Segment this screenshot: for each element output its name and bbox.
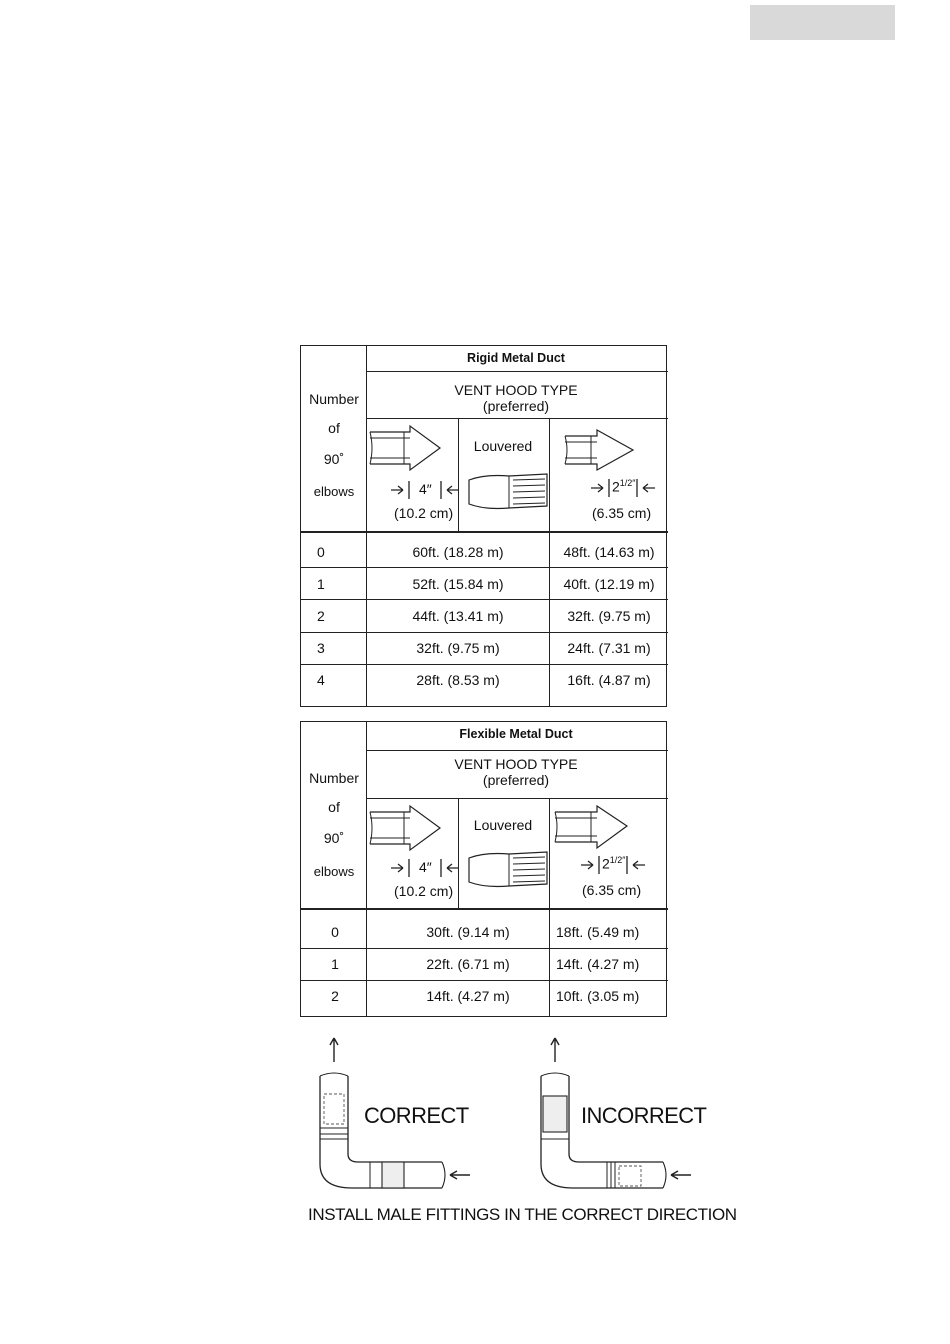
table-cell-2-5in: 14ft. (4.27 m) — [556, 956, 640, 972]
table-cell-2-5in: 48ft. (14.63 m) — [563, 544, 655, 560]
table-cell-4in: 30ft. (9.14 m) — [426, 924, 510, 940]
table-cell-4in: 22ft. (6.71 m) — [426, 956, 510, 972]
header-elbows: elbows — [313, 484, 355, 499]
louvered-label: Louvered — [473, 438, 533, 454]
vent-hood-type-label: VENT HOOD TYPE — [454, 756, 578, 772]
louvered-hood-icon — [465, 848, 549, 892]
header-of: of — [328, 420, 340, 436]
figure-caption: INSTALL MALE FITTINGS IN THE CORRECT DIRECTION — [308, 1205, 737, 1224]
header-elbows: elbows — [313, 864, 355, 879]
table-cell-2-5in: 40ft. (12.19 m) — [563, 576, 655, 592]
flexible-duct-table — [300, 721, 667, 1017]
table-cell-elbows: 2 — [317, 608, 325, 624]
hood-4in-icon — [368, 424, 456, 474]
hood-2-5in-icon — [563, 428, 643, 472]
table-cell-elbows: 0 — [331, 924, 339, 940]
hood-2-5in-size: $2^{1/2''}$ — [612, 478, 636, 495]
hood-4in-metric: (10.2 cm) — [394, 505, 454, 521]
table-cell-2-5in: 32ft. (9.75 m) — [567, 608, 651, 624]
incorrect-label: INCORRECT — [581, 1103, 707, 1128]
hood-2-5in-icon — [553, 804, 637, 850]
table-cell-2-5in: 24ft. (7.31 m) — [567, 640, 651, 656]
hood-2-5in-metric: (6.35 cm) — [582, 882, 642, 898]
header-90: 90˚ — [323, 451, 345, 467]
table-cell-elbows: 1 — [317, 576, 325, 592]
table-cell-2-5in: 10ft. (3.05 m) — [556, 988, 640, 1004]
table-cell-4in: 44ft. (13.41 m) — [412, 608, 504, 624]
table-cell-elbows: 0 — [317, 544, 325, 560]
table-cell-4in: 14ft. (4.27 m) — [426, 988, 510, 1004]
table-cell-4in: 32ft. (9.75 m) — [416, 640, 500, 656]
vent-hood-type-label: VENT HOOD TYPE — [454, 382, 578, 398]
table-title: Rigid Metal Duct — [467, 351, 565, 365]
header-90: 90˚ — [323, 830, 345, 846]
table-cell-2-5in: 18ft. (5.49 m) — [556, 924, 640, 940]
table-cell-4in: 60ft. (18.28 m) — [412, 544, 504, 560]
table-cell-elbows: 4 — [317, 672, 325, 688]
table-cell-4in: 28ft. (8.53 m) — [416, 672, 500, 688]
preferred-label: (preferred) — [482, 772, 550, 788]
table-cell-4in: 52ft. (15.84 m) — [412, 576, 504, 592]
hood-2-5in-size: $2^{1/2''}$ — [602, 855, 626, 872]
hood-4in-icon — [368, 804, 456, 854]
table-cell-elbows: 3 — [317, 640, 325, 656]
hood-4in-metric: (10.2 cm) — [394, 883, 454, 899]
preferred-label: (preferred) — [482, 398, 550, 414]
table-cell-2-5in: 16ft. (4.87 m) — [567, 672, 651, 688]
louvered-hood-icon — [465, 470, 549, 514]
rigid-duct-table — [300, 345, 667, 707]
table-cell-elbows: 1 — [331, 956, 339, 972]
louvered-label: Louvered — [473, 817, 533, 833]
page-corner-tab — [750, 5, 895, 40]
header-number: Number — [309, 770, 359, 786]
hood-4in-size: 4″ — [419, 481, 432, 497]
table-cell-elbows: 2 — [331, 988, 339, 1004]
header-of: of — [328, 799, 340, 815]
table-title: Flexible Metal Duct — [459, 727, 573, 741]
correct-label: CORRECT — [364, 1103, 469, 1128]
hood-4in-size: 4″ — [419, 859, 432, 875]
hood-2-5in-metric: (6.35 cm) — [592, 505, 652, 521]
header-number: Number — [309, 391, 359, 407]
